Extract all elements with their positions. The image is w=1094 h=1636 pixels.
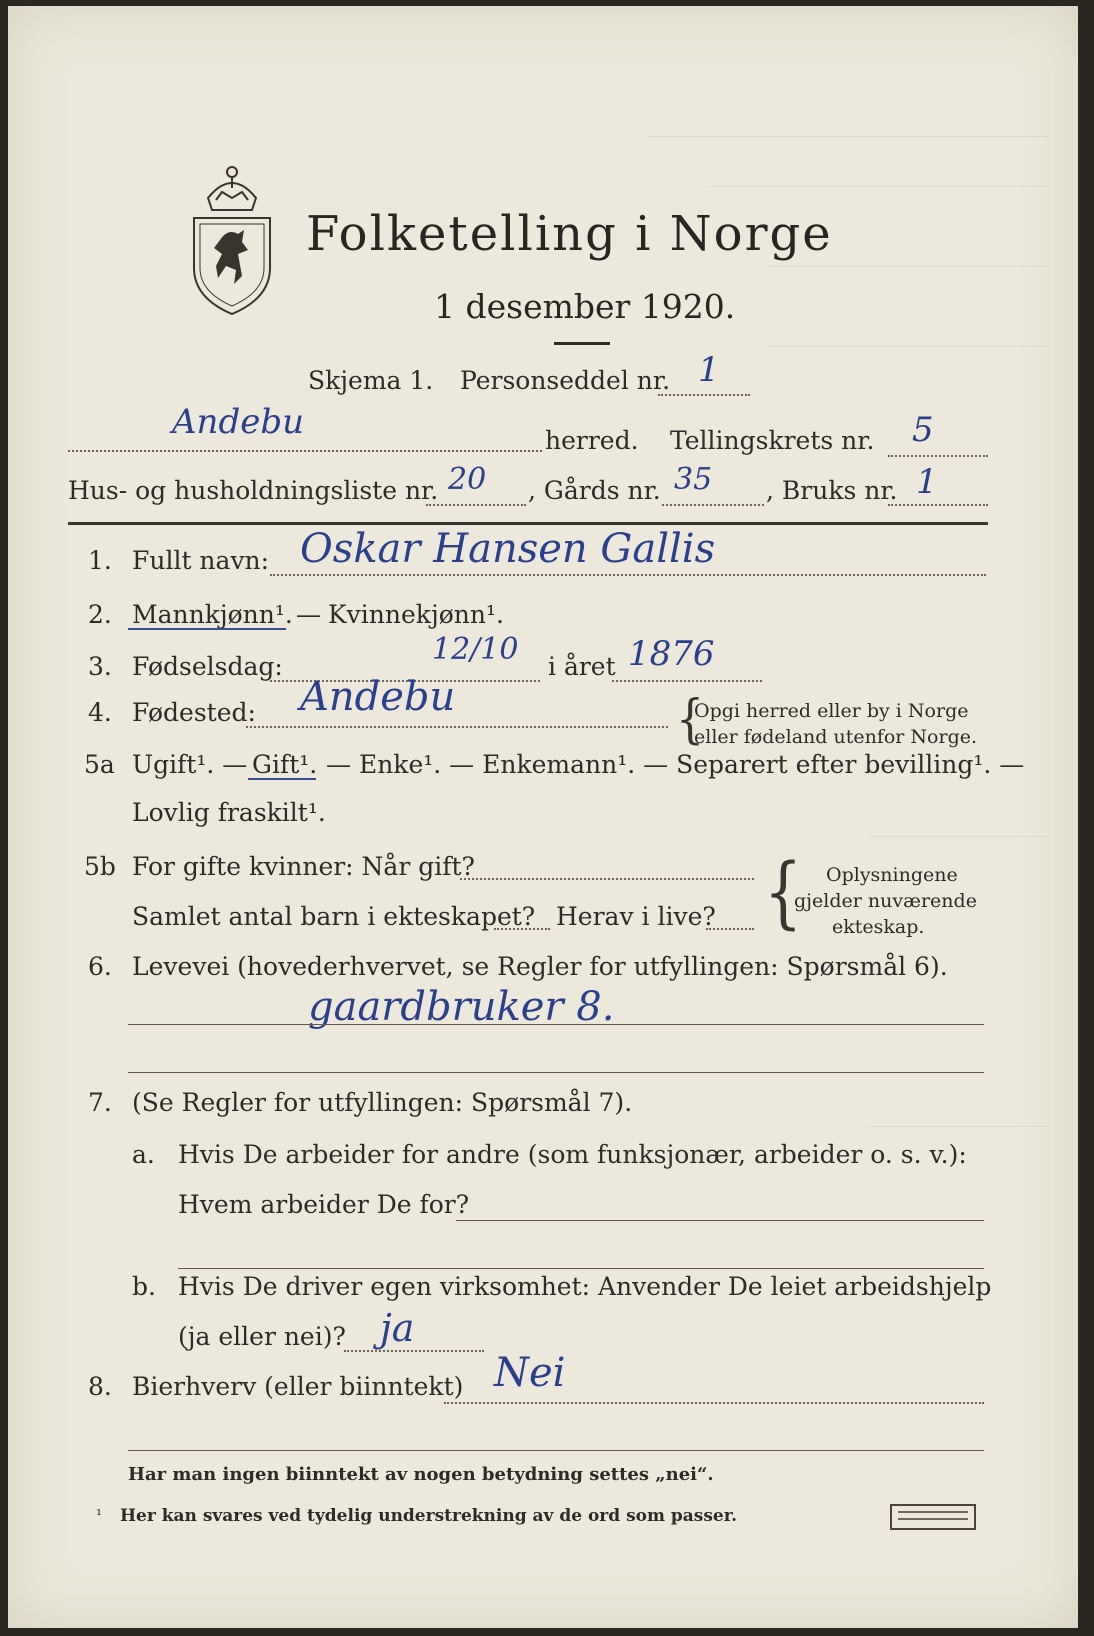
krets-field-line (888, 455, 988, 457)
norwegian-coat-of-arms-icon (186, 158, 278, 318)
q6-label: Levevei (hovederhvervet, se Regler for utfyllingen: Spørsmål 6). (132, 952, 948, 981)
q5b-note-brace: { (764, 847, 803, 939)
printer-stamp (890, 1504, 976, 1530)
divorced-option[interactable]: Lovlig fraskilt¹. (132, 798, 326, 827)
unmarried-option[interactable]: Ugift¹. — (132, 750, 248, 779)
q3-label: Fødselsdag: (132, 652, 283, 681)
q5b-note-line1: Oplysningene (826, 864, 958, 886)
hired-help-value[interactable]: ja (380, 1306, 415, 1350)
year-label: i året (548, 652, 616, 681)
side-income-field-line (444, 1402, 984, 1404)
q4-note-line1: Opgi herred eller by i Norge (694, 700, 969, 722)
q7b-line2: (ja eller nei)? (178, 1322, 346, 1351)
q8-label: Bierhverv (eller biinntekt) (132, 1372, 464, 1401)
gaards-nr-field-line (662, 504, 764, 506)
married-option[interactable]: Gift¹. (252, 750, 318, 779)
person-nr-value[interactable]: 1 (698, 350, 720, 390)
q7b-letter: b. (132, 1272, 156, 1301)
married-underline-mark (248, 778, 316, 780)
q6-number: 6. (88, 952, 112, 981)
q2-number: 2. (88, 600, 112, 629)
employer-field-line-2 (178, 1268, 984, 1269)
hus-nr-field-line (426, 504, 526, 506)
alive-field-line (706, 928, 754, 930)
q5b-note-line3: ekteskap. (832, 916, 925, 938)
q7-number: 7. (88, 1088, 112, 1117)
herred-field-line (68, 450, 542, 452)
q3-number: 3. (88, 652, 112, 681)
header-divider (68, 522, 988, 525)
q1-number: 1. (88, 546, 112, 575)
q4-label: Fødested: (132, 698, 256, 727)
employer-field-line-1 (456, 1220, 984, 1221)
q5b-line1: For gifte kvinner: Når gift? (132, 852, 475, 881)
q5b-alive-label: Herav i live? (556, 902, 716, 931)
bruks-label: , Bruks nr. (766, 476, 898, 505)
q1-label: Fullt navn: (132, 546, 270, 575)
hired-help-field-line (344, 1350, 484, 1352)
q7a-letter: a. (132, 1140, 155, 1169)
birth-year-value[interactable]: 1876 (628, 634, 715, 674)
gaards-label: , Gårds nr. (528, 476, 661, 505)
full-name-value[interactable]: Oskar Hansen Gallis (300, 526, 716, 572)
marital-other-options[interactable]: — Enke¹. — Enkemann¹. — Separert efter bevilling¹. — (326, 750, 1025, 779)
form-date: 1 desember 1920. (434, 287, 736, 326)
occupation-field-line-1 (128, 1024, 984, 1025)
schema-label: Skjema 1. (308, 366, 434, 395)
occupation-field-line-2 (128, 1072, 984, 1073)
q5b-note-line2: gjelder nuværende (794, 890, 977, 912)
male-option[interactable]: Mannkjønn¹. (132, 600, 293, 629)
side-income-value[interactable]: Nei (494, 1350, 566, 1396)
hus-label: Hus- og husholdningsliste nr. (68, 476, 439, 505)
side-income-field-line-2 (128, 1450, 984, 1451)
birthplace-value[interactable]: Andebu (300, 674, 456, 720)
occupation-value[interactable]: gaardbruker 8. (308, 984, 615, 1030)
footnote-mark: ¹ (96, 1506, 103, 1524)
marriage-date-field-line (460, 878, 754, 880)
q5b-children-label: Samlet antal barn i ekteskapet? (132, 902, 536, 931)
person-label: Personseddel nr. (460, 366, 671, 395)
children-field-line (494, 928, 550, 930)
herred-value[interactable]: Andebu (172, 402, 304, 442)
q2-separator: — (296, 600, 321, 629)
gaards-nr-value[interactable]: 35 (674, 462, 713, 497)
q4-note-brace: { (676, 688, 704, 751)
q1-field-line (270, 574, 986, 576)
bruks-nr-value[interactable]: 1 (916, 462, 938, 502)
q5b-number: 5b (84, 852, 116, 881)
hus-nr-value[interactable]: 20 (448, 462, 487, 497)
q7a-line1: Hvis De arbeider for andre (som funksjonær, arbeider o. s. v.): (178, 1140, 967, 1169)
male-underline-mark (128, 628, 286, 630)
year-field-line (612, 680, 762, 682)
q5a-number: 5a (84, 750, 115, 779)
person-nr-field-line (658, 394, 750, 396)
birthplace-field-line (246, 726, 668, 728)
q7b-line1: Hvis De driver egen virksomhet: Anvender De leiet arbeidshjelp (178, 1272, 992, 1301)
krets-value[interactable]: 5 (912, 410, 934, 450)
herred-label: herred. (545, 426, 639, 455)
form-title: Folketelling i Norge (306, 206, 833, 262)
footnote-text: Her kan svares ved tydelig understrekning av de ord som passer. (120, 1506, 738, 1526)
q4-note-line2: eller fødeland utenfor Norge. (694, 726, 978, 748)
bruks-nr-field-line (888, 504, 988, 506)
female-option[interactable]: Kvinnekjønn¹. (328, 600, 504, 629)
title-rule (554, 342, 610, 345)
q4-number: 4. (88, 698, 112, 727)
census-form-sheet (8, 6, 1078, 1628)
q7-label: (Se Regler for utfyllingen: Spørsmål 7). (132, 1088, 633, 1117)
income-note: Har man ingen biinntekt av nogen betydning settes „nei“. (128, 1464, 714, 1485)
q7a-line2: Hvem arbeider De for? (178, 1190, 470, 1219)
q8-number: 8. (88, 1372, 112, 1401)
birthday-value[interactable]: 12/10 (432, 632, 519, 667)
krets-label: Tellingskrets nr. (670, 426, 875, 455)
